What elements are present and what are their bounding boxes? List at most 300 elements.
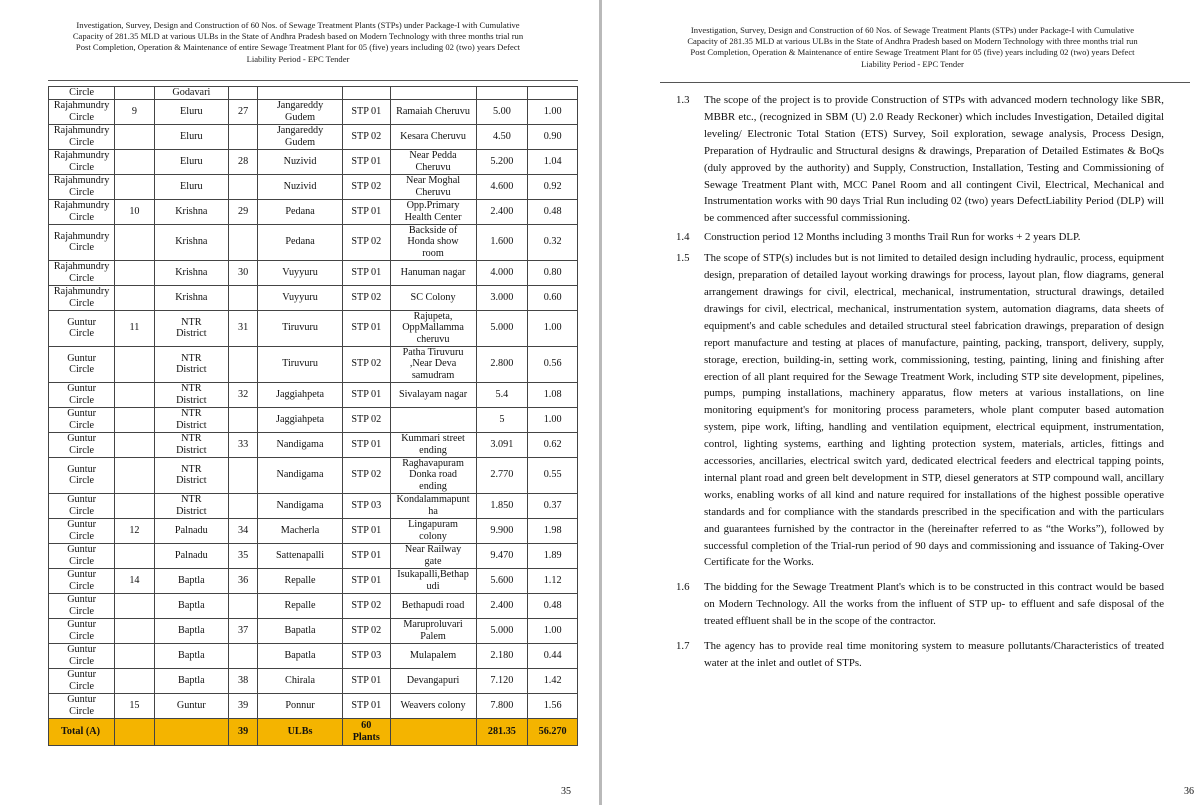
circle-cell [49,568,115,593]
district-no-cell [115,618,154,643]
location-cell-line: Lingapuram [408,519,458,530]
ulb-cell-line: Pedana [285,236,315,248]
district-no-cell: 15 [115,693,154,718]
location-cell-line: Hanuman nagar [400,266,466,278]
capacity-mld-cell: 9.470 [476,543,528,568]
district-cell-line: NTR [181,463,202,475]
district-cell [154,99,229,124]
land-acres-cell: 1.12 [528,568,578,593]
land-acres-cell: 1.00 [528,618,578,643]
ulb-cell-line: Jaggiahpeta [275,388,325,400]
district-no-cell [115,643,154,668]
district-no-cell [115,382,154,407]
circle-cell [49,124,115,149]
location-cell-line: Near Pedda [409,150,457,161]
stp-cell: STP 02 [342,593,390,618]
circle-cell [49,199,115,224]
table-row [49,346,578,382]
location-cell [390,643,476,668]
ulb-cell-line: Ponnur [285,699,315,711]
table-cell [390,87,476,100]
location-cell-line: Rajupeta, [413,310,453,322]
location-cell-line: ha [428,505,438,517]
location-cell-line: Honda show [407,236,459,248]
table-row [49,593,578,618]
circle-cell-line: Circle [69,530,95,542]
district-cell [154,643,229,668]
location-cell-line: OppMallamma [402,322,464,334]
table-row [49,518,578,543]
ulb-cell-line: Nandigama [276,499,324,511]
ulb-cell-line: Jangareddy [276,100,324,111]
district-cell-line: Palnadu [174,524,208,536]
district-no-cell [115,346,154,382]
land-acres-cell: 0.92 [528,174,578,199]
capacity-mld-cell: 2.180 [476,643,528,668]
district-cell-line: Krishna [175,291,208,303]
stp-cell: STP 03 [342,643,390,668]
circle-cell [49,346,115,382]
district-no-cell: 14 [115,568,154,593]
land-acres-cell: 0.56 [528,346,578,382]
district-cell-line: District [176,475,207,487]
circle-cell-line: Circle [69,136,95,148]
total-plants-label: Plants [352,731,380,743]
circle-cell-line: Rajahmundry [53,175,110,186]
district-no-cell [115,124,154,149]
table-row [49,310,578,346]
ulb-cell [258,407,343,432]
capacity-mld-cell: 5.600 [476,568,528,593]
location-cell [390,618,476,643]
header-line: Investigation, Survey, Design and Construction of 60 Nos. of Sewage Treatment Plants (STPs) under Package-I with Cumulative [690,25,1135,35]
stp-cell: STP 01 [342,99,390,124]
stp-cell: STP 01 [342,310,390,346]
location-cell-line: Health Center [404,211,462,223]
land-acres-cell: 0.32 [528,224,578,260]
circle-cell-line: Guntur [67,669,97,680]
capacity-mld-cell: 4.50 [476,124,528,149]
district-cell-line: District [176,364,207,376]
land-acres-cell: 1.89 [528,543,578,568]
circle-cell [49,493,115,518]
location-cell-line: samudram [411,369,455,381]
clause-text: The bidding for the Sewage Treatment Plant's which is to be constructed in this contract would be based on Modern Technology. All the works from the influent of STP up- to effluent and safe disposal of the treated effluent shall be in the scope of the contractor. [704,581,1164,628]
district-cell-line: District [176,444,207,456]
stp-cell: STP 01 [342,518,390,543]
district-cell-line: NTR [181,433,202,444]
table-row [49,432,578,457]
capacity-mld-cell: 7.800 [476,693,528,718]
stp-table [48,86,578,746]
location-cell [390,457,476,493]
circle-cell-line: Circle [69,580,95,592]
capacity-mld-cell: 5.000 [476,618,528,643]
circle-cell-line: Circle [69,475,95,487]
ulb-no-cell [229,224,258,260]
capacity-mld-cell: 5.000 [476,310,528,346]
capacity-mld-cell: 1.850 [476,493,528,518]
district-no-cell [115,285,154,310]
stp-cell: STP 01 [342,382,390,407]
capacity-mld-cell: 2.770 [476,457,528,493]
clause-number: 1.4 [676,231,690,244]
circle-cell-line: Guntur [67,569,97,580]
location-cell [390,568,476,593]
page-number: 36 [1184,786,1194,797]
district-cell [154,382,229,407]
location-cell-line: ending [419,444,447,456]
location-cell-line: Kesara Cheruvu [400,130,466,142]
circle-cell-line: Circle [69,186,95,198]
capacity-mld-cell: 2.400 [476,199,528,224]
circle-cell [49,618,115,643]
ulb-cell-line: Vuyyuru [282,266,318,278]
ulb-no-cell [229,346,258,382]
circle-cell-line: Guntur [67,544,97,555]
district-cell-line: Krishna [175,205,208,217]
ulb-cell-line: Vuyyuru [282,291,318,303]
running-header [58,20,538,65]
location-cell [390,149,476,174]
district-cell-line: Baptla [178,599,205,611]
location-cell [390,174,476,199]
table-row [49,668,578,693]
ulb-no-cell [229,174,258,199]
land-acres-cell: 1.04 [528,149,578,174]
circle-cell [49,543,115,568]
circle-cell-line: Circle [69,272,95,284]
district-cell [154,346,229,382]
circle-cell-line: Rajahmundry [53,150,110,161]
circle-cell [49,593,115,618]
land-acres-cell: 1.56 [528,693,578,718]
land-acres-cell: 0.62 [528,432,578,457]
stp-cell: STP 02 [342,407,390,432]
land-acres-cell: 0.80 [528,260,578,285]
district-cell [154,618,229,643]
circle-cell-line: Guntur [67,316,97,328]
clause-text: The agency has to provide real time monitoring system to measure pollutants/Characteristics of treated water at the inlet and outlet of STPs. [704,640,1164,669]
district-cell [154,593,229,618]
ulb-cell [258,174,343,199]
district-cell-line: Baptla [178,624,205,636]
capacity-mld-cell: 5 [476,407,528,432]
clause-number: 1.7 [676,640,690,653]
location-cell [390,493,476,518]
table-row [49,493,578,518]
ulb-cell [258,199,343,224]
ulb-no-cell: 28 [229,149,258,174]
clause-number: 1.5 [676,252,690,265]
land-acres-cell: 0.48 [528,593,578,618]
table-cell [258,87,343,100]
district-no-cell [115,543,154,568]
circle-cell [49,407,115,432]
circle-cell-line: Circle [69,242,95,254]
page-35 [0,0,599,805]
ulb-cell [258,493,343,518]
ulb-cell [258,643,343,668]
location-cell-line: Maruproluvari [403,619,463,630]
clause-text: Construction period 12 Months including 3 months Trail Run for works + 2 years DLP. [704,231,1081,244]
location-cell-line: colony [419,530,447,542]
total-plants-count: 60 [361,720,372,731]
location-cell-line: Opp.Primary [406,200,460,211]
district-cell [154,124,229,149]
clause-text: The scope of the project is to provide Construction of STPs with advanced modern technology like SBR, MBBR etc., (recognized in SBM (U) 2.0 Ready Reckoner) which includes Investigation, Detailed digital leveling/ Electronic Total Station (ETS) Survey, Soil exploration, sewage analysis, Process Design, Preparation of Hydraulic and Structural designs & drawings, Preparation of Detailed Estimates & BoQs (duly approved by the authority) and Supply, Construction, Installation, Testing and Commissioning of Sewage Treatment Plant with, MCC Panel Room and all contingent Civil, Electrical, Mechanical and Instrumentation works with 90 days Trial Run including 02 (two) years DefectLiability Period (DLP) will be commenced after successful commissioning. [704,94,1164,225]
capacity-mld-cell: 5.00 [476,99,528,124]
stp-cell: STP 01 [342,543,390,568]
stp-cell: STP 02 [342,174,390,199]
clause-1-3 [676,92,1164,227]
capacity-mld-cell: 5.4 [476,382,528,407]
district-cell [154,407,229,432]
table-row [49,260,578,285]
location-cell [390,260,476,285]
circle-cell-line: Guntur [67,433,97,444]
stp-cell: STP 01 [342,260,390,285]
location-cell [390,285,476,310]
body-text [676,92,1164,672]
ulb-cell [258,457,343,493]
table-cell [390,718,476,745]
ulb-cell [258,382,343,407]
total-ulb-count: 39 [229,718,258,745]
circle-cell [49,432,115,457]
circle-cell-line: Circle [69,630,95,642]
district-cell-line: District [176,419,207,431]
table-total-row [49,718,578,745]
district-cell [154,543,229,568]
table-cell [154,718,229,745]
location-cell-line: Patha Tiruvuru [402,346,464,358]
table-cell [476,87,528,100]
ulb-no-cell: 33 [229,432,258,457]
district-no-cell [115,457,154,493]
location-cell [390,518,476,543]
circle-cell-line: Rajahmundry [53,261,110,272]
location-cell-line: Weavers colony [400,699,466,711]
circle-cell-line: Rajahmundry [53,100,110,111]
circle-cell-line: Rajahmundry [53,125,110,136]
circle-cell-line: Guntur [67,463,97,475]
page-number: 35 [561,786,571,797]
ulb-cell-line: Nandigama [276,469,324,481]
ulb-cell-line: Pedana [285,205,315,217]
land-acres-cell: 1.98 [528,518,578,543]
circle-cell-line: Circle [69,555,95,567]
table-row [49,224,578,260]
circle-cell-line: Circle [69,655,95,667]
clause-1-7 [676,638,1164,672]
ulb-no-cell: 29 [229,199,258,224]
table-cell: Godavari [154,87,229,100]
location-cell [390,593,476,618]
stp-cell: STP 01 [342,668,390,693]
land-acres-cell: 0.48 [528,199,578,224]
circle-cell-line: Guntur [67,594,97,605]
ulb-cell [258,543,343,568]
table-row [49,149,578,174]
district-no-cell: 12 [115,518,154,543]
location-cell-line: SC Colony [410,291,456,303]
page-36 [602,0,1200,805]
ulb-no-cell: 36 [229,568,258,593]
stp-cell: STP 01 [342,149,390,174]
ulb-cell [258,668,343,693]
district-cell-line: Palnadu [174,549,208,561]
ulb-no-cell: 37 [229,618,258,643]
district-cell [154,149,229,174]
ulb-no-cell: 31 [229,310,258,346]
location-cell-line: Raghavapuram [402,457,464,469]
table-row [49,382,578,407]
district-cell-line: District [176,505,207,517]
location-cell [390,310,476,346]
clause-1-5 [676,250,1164,571]
location-cell-line: room [422,247,444,259]
location-cell-line: Bethapudi road [401,599,465,611]
location-cell-line: Donka road [409,469,457,481]
stp-cell: STP 01 [342,432,390,457]
district-no-cell [115,593,154,618]
circle-cell [49,310,115,346]
circle-cell-line: Guntur [67,383,97,394]
ulb-no-cell: 38 [229,668,258,693]
circle-cell-line: Circle [69,605,95,617]
district-no-cell [115,493,154,518]
location-cell [390,199,476,224]
ulb-cell-line: Tiruvuru [282,322,318,334]
land-acres-cell: 1.00 [528,99,578,124]
circle-cell-line: Circle [69,111,95,123]
ulb-no-cell [229,407,258,432]
district-cell-line: NTR [181,352,202,364]
stp-cell: STP 01 [342,199,390,224]
circle-cell [49,643,115,668]
location-cell-line: cheruvu [416,333,450,345]
district-no-cell [115,149,154,174]
capacity-mld-cell: 2.800 [476,346,528,382]
circle-cell-line: Guntur [67,494,97,505]
location-cell [390,693,476,718]
circle-cell-line: Circle [69,394,95,406]
land-acres-cell: 0.90 [528,124,578,149]
table-row-top [49,87,578,100]
stp-cell: STP 01 [342,693,390,718]
circle-cell-line: Circle [69,297,95,309]
ulb-cell [258,99,343,124]
land-acres-cell: 0.37 [528,493,578,518]
land-acres-cell: 0.55 [528,457,578,493]
district-no-cell [115,224,154,260]
header-line: Capacity of 281.35 MLD at various ULBs in the State of Andhra Pradesh based on Modern Technology with three months trial run [72,31,524,42]
header-line: Investigation, Survey, Design and Construction of 60 Nos. of Sewage Treatment Plants (STPs) under Package-I with Cumulative [76,20,520,30]
table-cell [528,87,578,100]
capacity-mld-cell: 9.900 [476,518,528,543]
circle-cell-line: Circle [69,505,95,517]
ulb-cell-line: Nandigama [276,438,324,450]
total-label: Total (A) [49,718,115,745]
ulb-cell [258,518,343,543]
capacity-mld-cell: 3.091 [476,432,528,457]
circle-cell [49,285,115,310]
capacity-mld-cell: 7.120 [476,668,528,693]
ulb-no-cell [229,643,258,668]
circle-cell [49,518,115,543]
ulb-cell-line: Nuzivid [283,155,317,167]
capacity-mld-cell: 2.400 [476,593,528,618]
table-row [49,407,578,432]
location-cell-line: Kondalammapunt [396,494,470,505]
ulb-cell-line: Bapatla [284,649,316,661]
circle-cell [49,224,115,260]
ulb-cell [258,310,343,346]
district-cell [154,224,229,260]
ulb-cell-line: Tiruvuru [282,358,318,370]
district-cell [154,493,229,518]
district-cell-line: Eluru [180,180,203,192]
location-cell [390,124,476,149]
clause-text: The scope of STP(s) includes but is not limited to detailed design including hydraulic, process, equipment design, preparation of detailed layout working drawings for process, layout plan, flow diagrams, general arrangement drawings for civil, electrical, mechanical, instrumentation, structural drawings, detailed drawings for civil, electrical, mechanical, instrumentation system, automation diagrams, data sheets of equipment's and cable schedules and detailed structural steel fabrication drawings, preparation of design report manufacture and testing at places of manufacture, painting, packing, transport, delivery, supply, storage, erection, building-in, setting work, commissioning, testing, painting, lining and finishing after erection of all plant required for the Sewage Treatment Work, including STP site development, pipelines, pumps, pumping installations, machinery apparatus, flow meters at various installations, on line monitoring equipment's for monitoring process parameters, whole plant computer based automation system, pipe work, lifting, handling and ventilation equipment, electrical equipment, instrumentation, control, lighting systems, earthing and lighting protection system, materials, articles, fittings and accessories, ancillaries, electrical switch yard, dedicated electrical feeders and electrical tapping points, internal plant road and green belt development in STP, diesel generators at STP compound wall, ancillary works, enabling works of all kind and nature required for installations of the highest possible operative standards and for compliance with the standards prescribed in the specification and with the particulars and guarantees furnished by the contractor in the (hereinafter referred to as “the Works”), followed by successful completion of the Trial-run period of 90 days and commissioning and issuance of Taking-Over Certificate for the Works. [704,252,1164,569]
circle-cell [49,149,115,174]
table-row [49,285,578,310]
location-cell-line: Kummari street [401,433,465,444]
district-no-cell [115,668,154,693]
total-acres: 56.270 [528,718,578,745]
ulb-cell-line: Bapatla [284,624,316,636]
clause-number: 1.6 [676,581,690,594]
stp-cell: STP 03 [342,493,390,518]
total-mld: 281.35 [476,718,528,745]
district-cell [154,310,229,346]
ulb-no-cell: 35 [229,543,258,568]
location-cell [390,543,476,568]
table-row [49,543,578,568]
ulb-cell-line: Repalle [284,599,316,611]
land-acres-cell: 0.44 [528,643,578,668]
ulb-cell-line: Sattenapalli [275,549,325,561]
circle-cell-line: Circle [69,211,95,223]
location-cell-line: ,Near Deva [409,358,457,370]
capacity-mld-cell: 1.600 [476,224,528,260]
location-cell [390,99,476,124]
header-line: Post Completion, Operation & Maintenance of entire Sewage Treatment Plant for 05 (five) years including 02 (two) years Defect [690,47,1135,58]
land-acres-cell: 1.08 [528,382,578,407]
district-cell [154,432,229,457]
location-cell-line: Cheruvu [415,186,451,198]
circle-cell [49,174,115,199]
ulb-cell-line: Macherla [280,524,320,536]
ulb-no-cell [229,457,258,493]
circle-cell-line: Guntur [67,619,97,630]
circle-cell-line: Circle [69,328,95,340]
location-cell-line: Near Moghal [406,175,461,186]
circle-cell-line: Circle [69,419,95,431]
table-cell [229,87,258,100]
circle-cell-line: Guntur [67,352,97,364]
location-cell-line: Sivalayam nagar [398,388,468,400]
location-cell-line: Near Railway [404,544,462,555]
ulb-no-cell: 32 [229,382,258,407]
district-cell-line: NTR [181,408,202,419]
land-acres-cell: 1.00 [528,407,578,432]
ulb-cell [258,346,343,382]
ulb-cell [258,149,343,174]
land-acres-cell: 1.00 [528,310,578,346]
header-divider [660,82,1190,83]
